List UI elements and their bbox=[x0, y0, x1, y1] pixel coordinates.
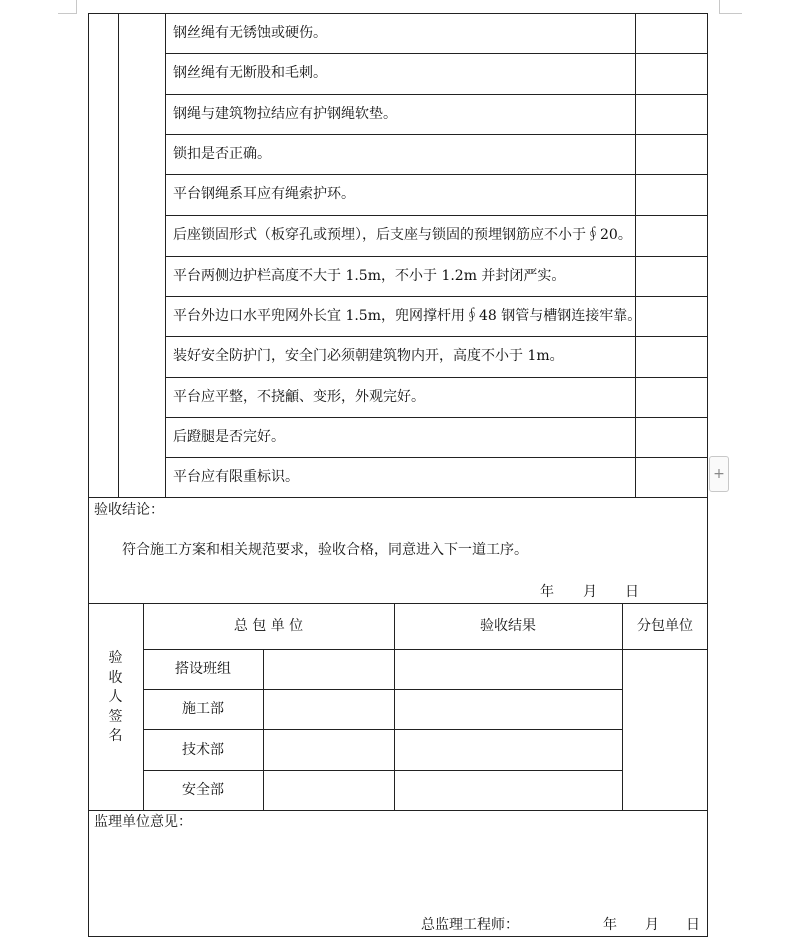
check-item: 钢丝绳有无断股和毛刺。 bbox=[173, 65, 327, 81]
check-item: 钢绳与建筑物拉结应有护钢绳软垫。 bbox=[173, 106, 397, 122]
conclusion-text: 符合施工方案和相关规范要求，验收合格，同意进入下一道工序。 bbox=[122, 542, 528, 558]
vertical-char: 验 bbox=[108, 650, 123, 666]
inspection-form bbox=[88, 13, 708, 937]
header-subcontractor: 分包单位 bbox=[637, 618, 693, 634]
conclusion-day: 日 bbox=[625, 584, 639, 600]
crop-mark-top-right bbox=[719, 0, 742, 14]
signature-vertical-label bbox=[88, 649, 143, 745]
supervision-year: 年 bbox=[603, 917, 617, 933]
supervision-month: 月 bbox=[645, 917, 659, 933]
check-item: 后座锁固形式（板穿孔或预埋），后支座与锁固的预埋钢筋应不小于∮20。 bbox=[173, 227, 632, 243]
conclusion-month: 月 bbox=[583, 584, 597, 600]
signature-row-label: 技术部 bbox=[182, 742, 224, 758]
vertical-char: 签 bbox=[108, 708, 123, 725]
check-item: 钢丝绳有无锈蚀或硬伤。 bbox=[173, 25, 327, 41]
check-item: 平台钢绳系耳应有绳索护环。 bbox=[173, 186, 355, 202]
conclusion-label: 验收结论： bbox=[94, 502, 164, 518]
check-item: 平台应平整，不挠龥、变形，外观完好。 bbox=[173, 389, 425, 405]
signature-row-label: 安全部 bbox=[182, 782, 224, 798]
vertical-char: 收 bbox=[108, 669, 123, 686]
header-acceptance-result: 验收结果 bbox=[480, 618, 536, 634]
supervision-label: 监理单位意见： bbox=[94, 814, 192, 830]
signature-row-label: 施工部 bbox=[182, 701, 224, 717]
check-item: 锁扣是否正确。 bbox=[173, 146, 271, 162]
vertical-char: 名 bbox=[108, 728, 123, 744]
check-item: 平台应有限重标识。 bbox=[173, 469, 299, 485]
signature-row-label: 搭设班组 bbox=[175, 661, 231, 677]
vertical-char: 人 bbox=[108, 689, 123, 705]
header-general-contractor: 总 包 单 位 bbox=[233, 618, 304, 634]
chief-supervising-engineer-label: 总监理工程师： bbox=[421, 917, 519, 933]
conclusion-year: 年 bbox=[540, 584, 554, 600]
expand-plus-button[interactable]: + bbox=[709, 456, 729, 492]
check-item: 平台两侧边护栏高度不大于 1.5m，不小于 1.2m 并封闭严实。 bbox=[173, 268, 566, 284]
check-item: 后蹬腿是否完好。 bbox=[173, 429, 285, 445]
check-item: 装好安全防护门，安全门必须朝建筑物内开，高度不小于 1m。 bbox=[173, 348, 564, 364]
supervision-day: 日 bbox=[686, 917, 700, 933]
check-item: 平台外边口水平兜网外长宜 1.5m，兜网撑杆用∮48 钢管与槽钢连接牢靠。 bbox=[173, 308, 642, 324]
crop-mark-top-left bbox=[58, 0, 77, 14]
